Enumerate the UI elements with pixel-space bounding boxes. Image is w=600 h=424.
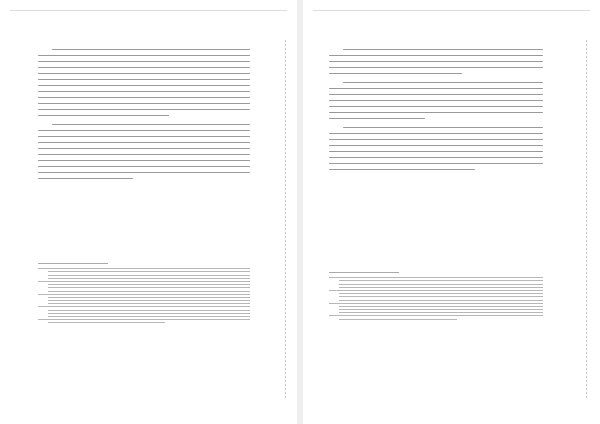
footnote-line-placeholder bbox=[48, 287, 250, 288]
footnote-line-placeholder bbox=[339, 296, 543, 297]
text-line-placeholder bbox=[329, 106, 543, 107]
text-line-placeholder bbox=[343, 49, 543, 50]
left-footnote-rule bbox=[38, 263, 108, 264]
text-line-placeholder bbox=[52, 124, 250, 125]
footnote-line-placeholder bbox=[339, 280, 543, 281]
footnote-line-placeholder bbox=[329, 277, 543, 278]
footnote-line-placeholder bbox=[339, 312, 543, 313]
footnote-line-placeholder bbox=[48, 300, 250, 301]
text-line-placeholder bbox=[38, 109, 250, 110]
text-line-placeholder bbox=[329, 145, 543, 146]
right-margin-annotation bbox=[583, 40, 589, 400]
body-paragraph bbox=[38, 49, 250, 116]
footnote-line-placeholder bbox=[339, 306, 543, 307]
body-paragraph bbox=[329, 82, 543, 119]
footnote-line-placeholder bbox=[339, 287, 543, 288]
text-line-placeholder bbox=[38, 115, 169, 116]
footnote-line-placeholder bbox=[38, 319, 250, 320]
footnote-line-placeholder bbox=[38, 281, 250, 282]
footnote-line-placeholder bbox=[339, 309, 543, 310]
text-line-placeholder bbox=[38, 97, 250, 98]
text-line-placeholder bbox=[329, 100, 543, 101]
text-line-placeholder bbox=[38, 148, 250, 149]
footnote-line-placeholder bbox=[329, 290, 543, 291]
text-line-placeholder bbox=[329, 112, 543, 113]
left-margin-annotation bbox=[282, 40, 288, 400]
footnote-line-placeholder bbox=[48, 322, 165, 323]
left-page bbox=[0, 0, 297, 424]
text-line-placeholder bbox=[343, 127, 543, 128]
text-line-placeholder bbox=[329, 139, 543, 140]
text-line-placeholder bbox=[38, 178, 133, 179]
right-footnotes bbox=[329, 275, 543, 322]
text-line-placeholder bbox=[52, 49, 250, 50]
body-paragraph bbox=[329, 49, 543, 74]
text-line-placeholder bbox=[329, 55, 543, 56]
footnote-line-placeholder bbox=[339, 300, 543, 301]
footnote-line-placeholder bbox=[329, 303, 543, 304]
text-line-placeholder bbox=[38, 103, 250, 104]
text-line-placeholder bbox=[329, 61, 543, 62]
footnote-line-placeholder bbox=[48, 310, 250, 311]
body-paragraph bbox=[329, 127, 543, 170]
footnote-line-placeholder bbox=[339, 284, 543, 285]
text-line-placeholder bbox=[38, 55, 250, 56]
right-header-rule bbox=[313, 10, 590, 11]
text-line-placeholder bbox=[343, 82, 543, 83]
text-line-placeholder bbox=[38, 91, 250, 92]
text-line-placeholder bbox=[38, 73, 250, 74]
footnote-line-placeholder bbox=[38, 268, 250, 269]
footnote-line-placeholder bbox=[48, 316, 250, 317]
left-page-body bbox=[38, 44, 250, 187]
footnote-line-placeholder bbox=[48, 291, 250, 292]
right-page bbox=[303, 0, 600, 424]
text-line-placeholder bbox=[38, 61, 250, 62]
text-line-placeholder bbox=[329, 151, 543, 152]
body-paragraph bbox=[38, 124, 250, 179]
text-line-placeholder bbox=[38, 130, 250, 131]
footnote-line-placeholder bbox=[48, 303, 250, 304]
footnote-line-placeholder bbox=[339, 293, 543, 294]
right-page-body bbox=[329, 44, 543, 178]
text-line-placeholder bbox=[329, 67, 543, 68]
text-line-placeholder bbox=[38, 85, 250, 86]
left-footnotes bbox=[38, 266, 250, 326]
footnote-line-placeholder bbox=[48, 313, 250, 314]
text-line-placeholder bbox=[38, 166, 250, 167]
footnote-line-placeholder bbox=[38, 306, 250, 307]
text-line-placeholder bbox=[38, 67, 250, 68]
text-line-placeholder bbox=[329, 133, 543, 134]
footnote-line-placeholder bbox=[48, 275, 250, 276]
footnote-line-placeholder bbox=[38, 294, 250, 295]
footnote-line-placeholder bbox=[48, 284, 250, 285]
text-line-placeholder bbox=[329, 169, 475, 170]
text-line-placeholder bbox=[38, 160, 250, 161]
text-line-placeholder bbox=[38, 142, 250, 143]
right-footnote-rule bbox=[329, 272, 399, 273]
text-line-placeholder bbox=[38, 172, 250, 173]
text-line-placeholder bbox=[329, 94, 543, 95]
text-line-placeholder bbox=[329, 157, 543, 158]
footnote-line-placeholder bbox=[48, 278, 250, 279]
footnote-line-placeholder bbox=[48, 297, 250, 298]
left-header-rule bbox=[10, 10, 287, 11]
footnote-line-placeholder bbox=[48, 271, 250, 272]
text-line-placeholder bbox=[38, 79, 250, 80]
text-line-placeholder bbox=[329, 163, 543, 164]
text-line-placeholder bbox=[38, 136, 250, 137]
text-line-placeholder bbox=[329, 118, 425, 119]
text-line-placeholder bbox=[38, 154, 250, 155]
text-line-placeholder bbox=[329, 73, 462, 74]
text-line-placeholder bbox=[329, 88, 543, 89]
footnote-line-placeholder bbox=[339, 319, 457, 320]
footnote-line-placeholder bbox=[329, 315, 543, 316]
